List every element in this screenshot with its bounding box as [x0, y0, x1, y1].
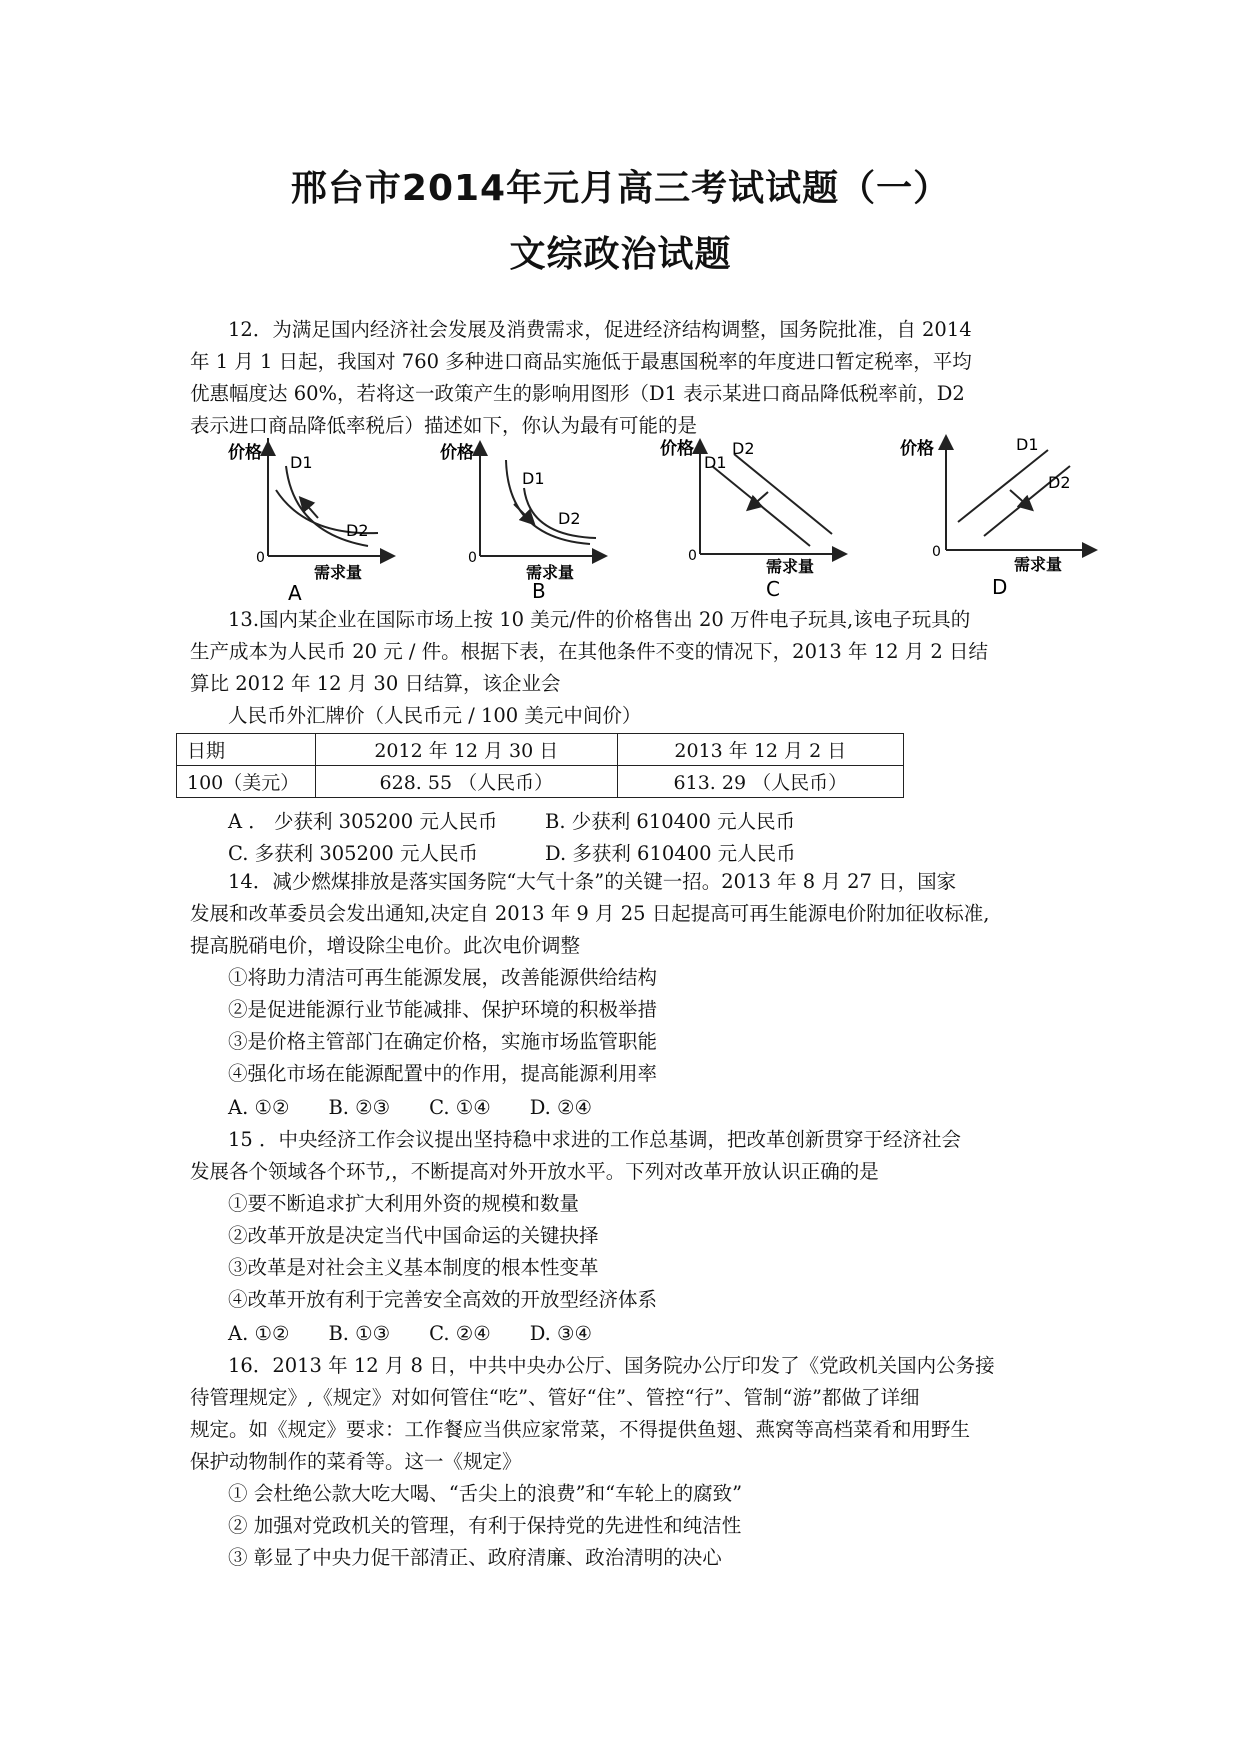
graph-a-letter: A	[288, 581, 302, 605]
q12-line-1: 12．为满足国内经济社会发展及消费需求，促进经济结构调整，国务院批准，自 2014	[228, 318, 972, 341]
q13-option-b: B. 少获利 610400 元人民币	[545, 810, 796, 833]
q13-option-d: D. 多获利 610400 元人民币	[545, 842, 796, 865]
q15-line-2: 发展各个领域各个环节,，不断提高对外开放水平。下列对改革开放认识正确的是	[190, 1160, 879, 1183]
q13-line-1: 13.国内某企业在国际市场上按 10 美元/件的价格售出 20 万件电子玩具,该电子玩具的	[228, 608, 971, 631]
graph-d-ylabel: 价格	[900, 439, 934, 459]
q15-item-4: ④改革开放有利于完善安全高效的开放型经济体系	[228, 1288, 658, 1311]
graph-a-origin: 0	[256, 550, 265, 566]
exchange-rate-table	[176, 733, 904, 798]
q16-item-1: ① 会杜绝公款大吃大喝、“舌尖上的浪费”和“车轮上的腐致”	[228, 1482, 743, 1505]
q15-item-1: ①要不断追求扩大利用外资的规模和数量	[228, 1192, 580, 1215]
graph-d-origin: 0	[932, 544, 941, 560]
graph-c-d1: D1	[704, 453, 727, 472]
q15-choices: A. ①② B. ①③ C. ②④ D. ③④	[228, 1322, 593, 1345]
graph-c-origin: 0	[688, 548, 697, 564]
graph-d	[900, 435, 1100, 602]
graph-b	[440, 438, 630, 602]
table-row	[177, 766, 904, 798]
q13-option-c: C. 多获利 305200 元人民币	[228, 842, 478, 865]
q13-option-a: A ． 少获利 305200 元人民币	[228, 810, 498, 833]
graph-b-xlabel: 需求量	[526, 563, 575, 582]
table-cell: 日期	[177, 734, 316, 766]
graph-b-origin: 0	[468, 550, 477, 566]
graph-d-xlabel: 需求量	[1014, 555, 1063, 574]
q16-line-2: 待管理规定》,《规定》对如何管住“吃”、管好“住”、管控“行”、管制“游”都做了详细	[190, 1386, 920, 1409]
graph-a-d1: D1	[290, 453, 313, 472]
q14-line-1: 14．减少燃煤排放是落实国务院“大气十条”的关键一招。2013 年 8 月 27 日，国家	[228, 870, 957, 893]
q13-line-2: 生产成本为人民币 20 元 / 件。根据下表，在其他条件不变的情况下，2013 年 12 月 2 日结	[190, 640, 989, 663]
graph-a-xlabel: 需求量	[314, 563, 363, 582]
graph-b-ylabel: 价格	[440, 443, 474, 463]
graph-b-d2: D2	[558, 509, 581, 528]
q14-line-3: 提高脱硝电价，增设除尘电价。此次电价调整	[190, 934, 581, 957]
graph-d-d2: D2	[1048, 473, 1071, 492]
q15-item-3: ③改革是对社会主义基本制度的根本性变革	[228, 1256, 599, 1279]
table-cell: 2012 年 12 月 30 日	[316, 734, 618, 766]
graph-c-d2: D2	[732, 439, 755, 458]
q16-line-1: 16．2013 年 12 月 8 日，中共中央办公厅、国务院办公厅印发了《党政机关国内公务接	[228, 1354, 995, 1377]
q13-table-caption: 人民币外汇牌价（人民币元 / 100 美元中间价）	[228, 704, 642, 727]
graph-c-ylabel: 价格	[660, 439, 694, 459]
table-cell: 2013 年 12 月 2 日	[617, 734, 903, 766]
q14-line-2: 发展和改革委员会发出通知,决定自 2013 年 9 月 25 日起提高可再生能源电价附加征收标准,	[190, 902, 990, 925]
table-cell: 100（美元）	[177, 766, 316, 798]
graph-b-letter: B	[532, 579, 546, 603]
graph-b-d1: D1	[522, 469, 545, 488]
graph-d-letter: D	[992, 575, 1008, 599]
q12-line-4: 表示进口商品降低率税后）描述如下，你认为最有可能的是	[190, 414, 698, 437]
graph-c-letter: C	[766, 577, 780, 601]
q14-item-3: ③是价格主管部门在确定价格，实施市场监管职能	[228, 1030, 658, 1053]
graph-d-d1: D1	[1016, 435, 1039, 454]
q12-line-3: 优惠幅度达 60%，若将这一政策产生的影响用图形（D1 表示某进口商品降低税率前，D2	[190, 382, 965, 405]
q16-line-4: 保护动物制作的菜肴等。这一《规定》	[190, 1450, 522, 1473]
q16-item-3: ③ 彰显了中央力促干部清正、政府清廉、政治清明的决心	[228, 1546, 722, 1569]
q14-item-1: ①将助力清洁可再生能源发展，改善能源供给结构	[228, 966, 658, 989]
q16-item-2: ② 加强对党政机关的管理，有利于保持党的先进性和纯洁性	[228, 1514, 742, 1537]
graph-c-xlabel: 需求量	[766, 557, 815, 576]
page-title: 邢台市2014年元月高三考试试题（一）	[290, 168, 951, 209]
table-cell: 613. 29 （人民币）	[617, 766, 903, 798]
q15-line-1: 15 ．中央经济工作会议提出坚持稳中求进的工作总基调，把改革创新贯穿于经济社会	[228, 1128, 962, 1151]
page-subtitle: 文综政治试题	[509, 234, 732, 275]
q13-line-3: 算比 2012 年 12 月 30 日结算，该企业会	[190, 672, 561, 695]
q14-choices: A. ①② B. ②③ C. ①④ D. ②④	[228, 1096, 593, 1119]
graph-a	[228, 438, 418, 605]
graph-c	[660, 438, 860, 602]
table-cell: 628. 55 （人民币）	[316, 766, 618, 798]
q12-line-2: 年 1 月 1 日起，我国对 760 多种进口商品实施低于最惠国税率的年度进口暂定税率，平均	[190, 350, 972, 373]
q15-item-2: ②改革开放是决定当代中国命运的关键抉择	[228, 1224, 599, 1247]
q14-item-4: ④强化市场在能源配置中的作用，提高能源利用率	[228, 1062, 658, 1085]
q14-item-2: ②是促进能源行业节能减排、保护环境的积极举措	[228, 998, 658, 1021]
q16-line-3: 规定。如《规定》要求：工作餐应当供应家常菜，不得提供鱼翅、燕窝等高档菜肴和用野生	[190, 1418, 971, 1441]
graph-a-d2: D2	[346, 521, 369, 540]
graph-a-ylabel: 价格	[228, 443, 262, 463]
table-row	[177, 734, 904, 766]
